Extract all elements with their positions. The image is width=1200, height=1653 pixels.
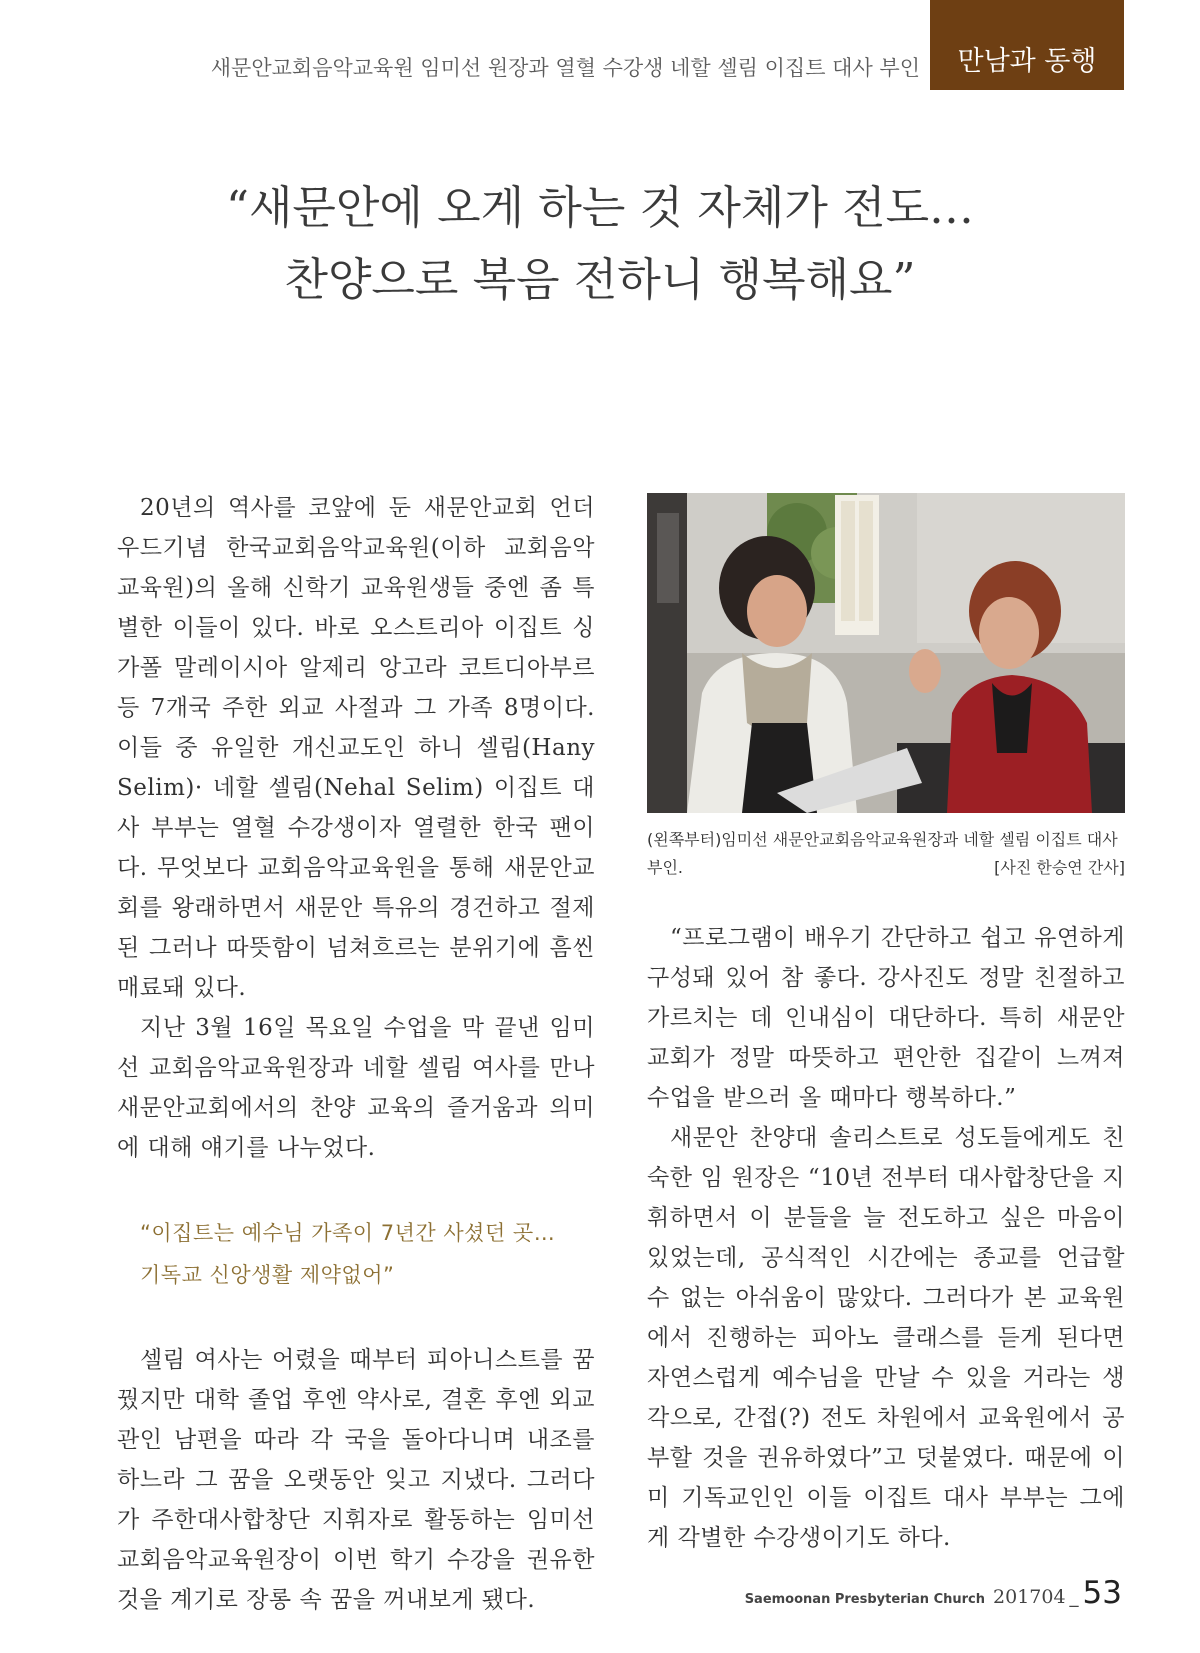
subheading	[140, 1212, 595, 1296]
subheading-line-2: 기독교 신앙생활 제약없어”	[140, 1263, 395, 1287]
page-number: 53	[1082, 1575, 1122, 1611]
subheading-line-1: “이집트는 예수님 가족이 7년간 사셨던 곳…	[140, 1221, 556, 1245]
headline	[100, 172, 1100, 316]
photo-credit: [사진 한승연 간사]	[994, 858, 1125, 877]
section-tab: 만남과 동행	[930, 0, 1124, 90]
paragraph: 지난 3월 16일 목요일 수업을 막 끝낸 임미선 교회음악교육원장과 네할 셀림 여사를 만나 새문안교회에서의 찬양 교육의 즐거움과 의미에 대해 얘기를 나누었다.	[117, 1015, 595, 1161]
interview-photo-illustration	[647, 493, 1125, 813]
issue-number: 201704	[993, 1586, 1066, 1608]
left-column	[117, 488, 595, 1620]
photo-caption	[647, 826, 1125, 882]
page-footer	[745, 1575, 1122, 1611]
headline-line-2: 찬양으로 복음 전하니 행복해요”	[284, 253, 916, 306]
paragraph: 셀림 여사는 어렸을 때부터 피아니스트를 꿈꿨지만 대학 졸업 후엔 약사로, 결혼 후엔 외교관인 남편을 따라 각 국을 돌아다니며 내조를 하느라 그 꿈을 오랫동안 잊고 지냈다. 그러다가 주한대사합창단 지휘자로 활동하는 임미선 교회음악교육원장이 이번 학기 수강을 권유한 것을 계기로 장롱 속 꿈을 꺼내보게 됐다.	[117, 1347, 595, 1613]
photo-caption-text: (왼쪽부터)임미선 새문안교회음악교육원장과 네할 셀림 이집트 대사 부인.	[647, 830, 1118, 877]
publication-name: Saemoonan Presbyterian Church	[744, 1592, 986, 1607]
interview-photo	[647, 493, 1125, 813]
headline-line-1: “새문안에 오게 하는 것 자체가 전도…	[225, 181, 975, 234]
quote-paragraph: “프로그램이 배우기 간단하고 쉽고 유연하게 구성돼 있어 참 좋다. 강사진도 정말 친절하고 가르치는 데 인내심이 대단하다. 특히 새문안교회가 정말 따뜻하고 편안한 집같이 느껴져 수업을 받으러 올 때마다 행복하다.”	[647, 925, 1125, 1111]
footer-separator: _	[1069, 1587, 1079, 1608]
intro-paragraph: 20년의 역사를 코앞에 둔 새문안교회 언더우드기념 한국교회음악교육원(이하 교회음악교육원)의 올해 신학기 교육원생들 중엔 좀 특별한 이들이 있다. 바로 오스트리아 이집트 싱가폴 말레이시아 알제리 앙고라 코트디아부르 등 7개국 주한 외교 사절과 그 가족 8명이다. 이들 중 유일한 개신교도인 하니 셀림(Hany Selim)· 네할 셀림(Nehal Selim) 이집트 대사 부부는 열혈 수강생이자 열렬한 한국 팬이다. 무엇보다 교회음악교육원을 통해 새문안교회를 왕래하면서 새문안 특유의 경건하고 절제된 그러나 따뜻함이 넘쳐흐르는 분위기에 흠씬 매료돼 있다.	[117, 495, 596, 1001]
header-subtitle: 새문안교회음악교육원 임미선 원장과 열혈 수강생 네할 셀림 이집트 대사 부인	[210, 56, 920, 80]
right-column	[647, 918, 1125, 1558]
paragraph: 새문안 찬양대 솔리스트로 성도들에게도 친숙한 임 원장은 “10년 전부터 대사합창단을 지휘하면서 이 분들을 늘 전도하고 싶은 마음이 있었는데, 공식적인 시간에는 종교를 언급할 수 없는 아쉬움이 많았다. 그러다가 본 교육원에서 진행하는 피아노 클래스를 듣게 된다면 자연스럽게 예수님을 만날 수 있을 거라는 생각으로, 간접(?) 전도 차원에서 교육원에서 공부할 것을 권유하였다”고 덧붙였다. 때문에 이미 기독교인인 이들 이집트 대사 부부는 그에게 각별한 수강생이기도 하다.	[647, 1125, 1125, 1551]
